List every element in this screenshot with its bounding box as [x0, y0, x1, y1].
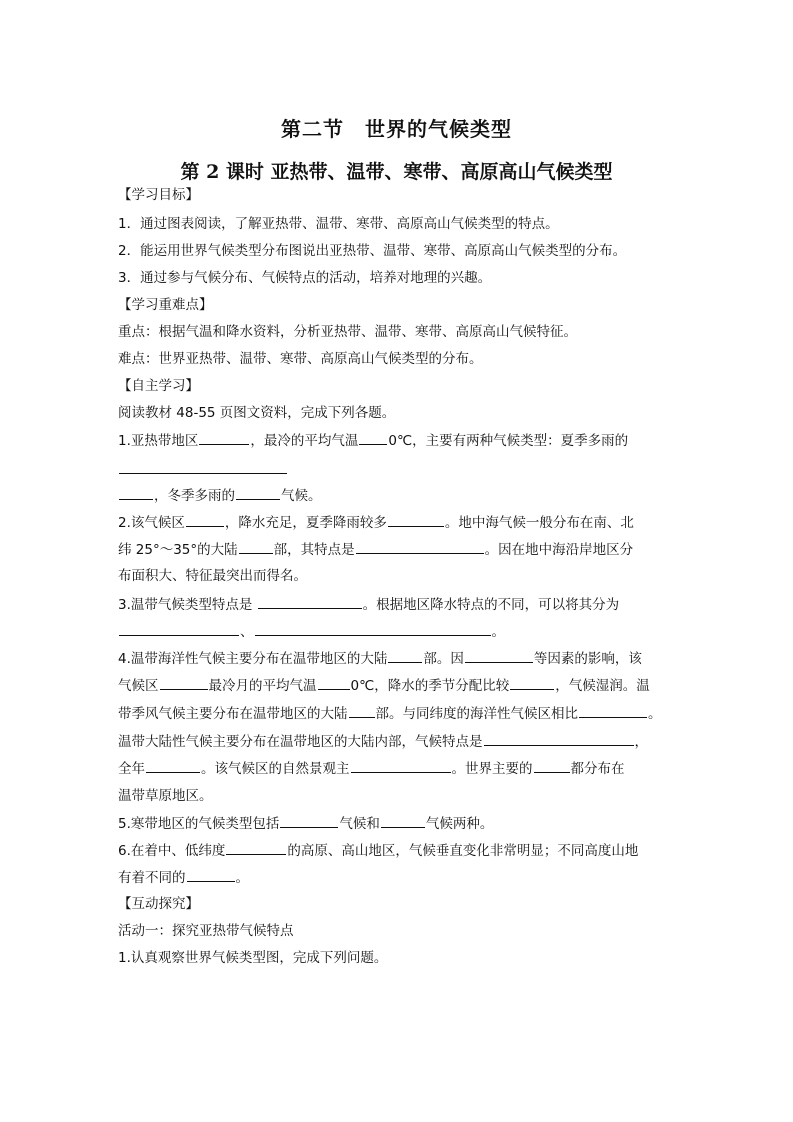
- answer-blank[interactable]: [239, 539, 273, 554]
- question-6: 6.在着中、低纬度 的高原、高山地区，气候垂直变化非常明显；不同高度山地: [118, 840, 733, 861]
- page-subtitle: 第 2 课时 亚热带、温带、寒带、高原高山气候类型: [180, 161, 613, 183]
- answer-blank[interactable]: [186, 512, 224, 527]
- selfstudy-heading: 【自主学习】: [118, 378, 199, 394]
- question-4-cont: 温带草原地区。: [118, 788, 213, 804]
- question-6-cont: 有着不同的 。: [118, 867, 733, 888]
- question-2: 2.该气候区 ，降水充足，夏季降雨较多 。地中海气候一般分布在南、北: [118, 512, 733, 533]
- keypoints-heading: 【学习重难点】: [118, 297, 213, 313]
- explore-heading: 【互动探究】: [118, 896, 199, 912]
- answer-blank[interactable]: [388, 512, 444, 527]
- keypoint-item: 重点：根据气温和降水资料，分析亚热带、温带、寒带、高原高山气候特征。: [118, 324, 577, 340]
- objective-item: 1．通过图表阅读，了解亚热带、温带、寒带、高原高山气候类型的特点。: [118, 216, 559, 232]
- question-2-cont: 纬 25°～35°的大陆 部，其特点是 。因在地中海沿岸地区分: [118, 539, 733, 560]
- question-2-cont: 布面积大、特征最突出而得名。: [118, 568, 307, 584]
- answer-blank[interactable]: [510, 675, 554, 690]
- answer-blank[interactable]: [351, 758, 451, 773]
- keypoint-item: 难点：世界亚热带、温带、寒带、高原高山气候类型的分布。: [118, 351, 483, 367]
- answer-blank[interactable]: [119, 621, 239, 636]
- answer-blank[interactable]: [258, 594, 362, 609]
- question-4-cont: 带季风气候主要分布在温带地区的大陆 部。与同纬度的海洋性气候区相比 。: [118, 703, 733, 724]
- answer-blank[interactable]: [119, 459, 287, 474]
- answer-blank[interactable]: [236, 485, 280, 500]
- answer-blank[interactable]: [160, 675, 208, 690]
- answer-blank[interactable]: [465, 648, 533, 663]
- question-4-cont: 温带大陆性气候主要分布在温带地区的大陆内部，气候特点是 ，: [118, 731, 733, 752]
- question-4-cont: 气候区 最冷月的平均气温 0℃，降水的季节分配比较 ，气候湿润。温: [118, 675, 733, 696]
- selfstudy-intro: 阅读教材 48-55 页图文资料，完成下列各题。: [118, 405, 396, 421]
- answer-blank[interactable]: [359, 430, 387, 445]
- answer-blank[interactable]: [579, 703, 647, 718]
- question-1-cont: ，冬季多雨的 气候。: [118, 485, 733, 506]
- objective-item: 3．通过参与气候分布、气候特点的活动，培养对地理的兴趣。: [118, 270, 492, 286]
- answer-blank[interactable]: [349, 703, 375, 718]
- answer-blank[interactable]: [119, 485, 153, 500]
- question-1-line: [118, 459, 733, 480]
- question-4: 4.温带海洋性气候主要分布在温带地区的大陆 部。因 等因素的影响，该: [118, 648, 733, 669]
- answer-blank[interactable]: [388, 648, 422, 663]
- explore-activity: 活动一：探究亚热带气候特点: [118, 923, 294, 939]
- answer-blank[interactable]: [318, 675, 350, 690]
- answer-blank[interactable]: [146, 758, 200, 773]
- explore-question-1: 1.认真观察世界气候类型图，完成下列问题。: [118, 950, 388, 966]
- question-1: 1.亚热带地区 ，最冷的平均气温 0℃，主要有两种气候类型：夏季多雨的: [118, 430, 733, 451]
- page-title: 第二节 世界的气候类型: [281, 117, 512, 141]
- question-4-cont: 全年 。该气候区的自然景观主 。世界主要的 都分布在: [118, 758, 733, 779]
- answer-blank[interactable]: [255, 621, 491, 636]
- answer-blank[interactable]: [187, 867, 235, 882]
- answer-blank[interactable]: [484, 731, 634, 746]
- answer-blank[interactable]: [226, 840, 286, 855]
- question-3: 3.温带气候类型特点是 。根据地区降水特点的不同，可以将其分为: [118, 594, 733, 615]
- objectives-heading: 【学习目标】: [118, 187, 199, 203]
- question-5: 5.寒带地区的气候类型包括 气候和 气候两种。: [118, 813, 733, 834]
- answer-blank[interactable]: [280, 813, 338, 828]
- answer-blank[interactable]: [534, 758, 570, 773]
- answer-blank[interactable]: [356, 539, 484, 554]
- answer-blank[interactable]: [381, 813, 425, 828]
- question-3-cont: 、 。: [118, 621, 733, 642]
- answer-blank[interactable]: [199, 430, 249, 445]
- objective-item: 2．能运用世界气候类型分布图说出亚热带、温带、寒带、高原高山气候类型的分布。: [118, 243, 627, 259]
